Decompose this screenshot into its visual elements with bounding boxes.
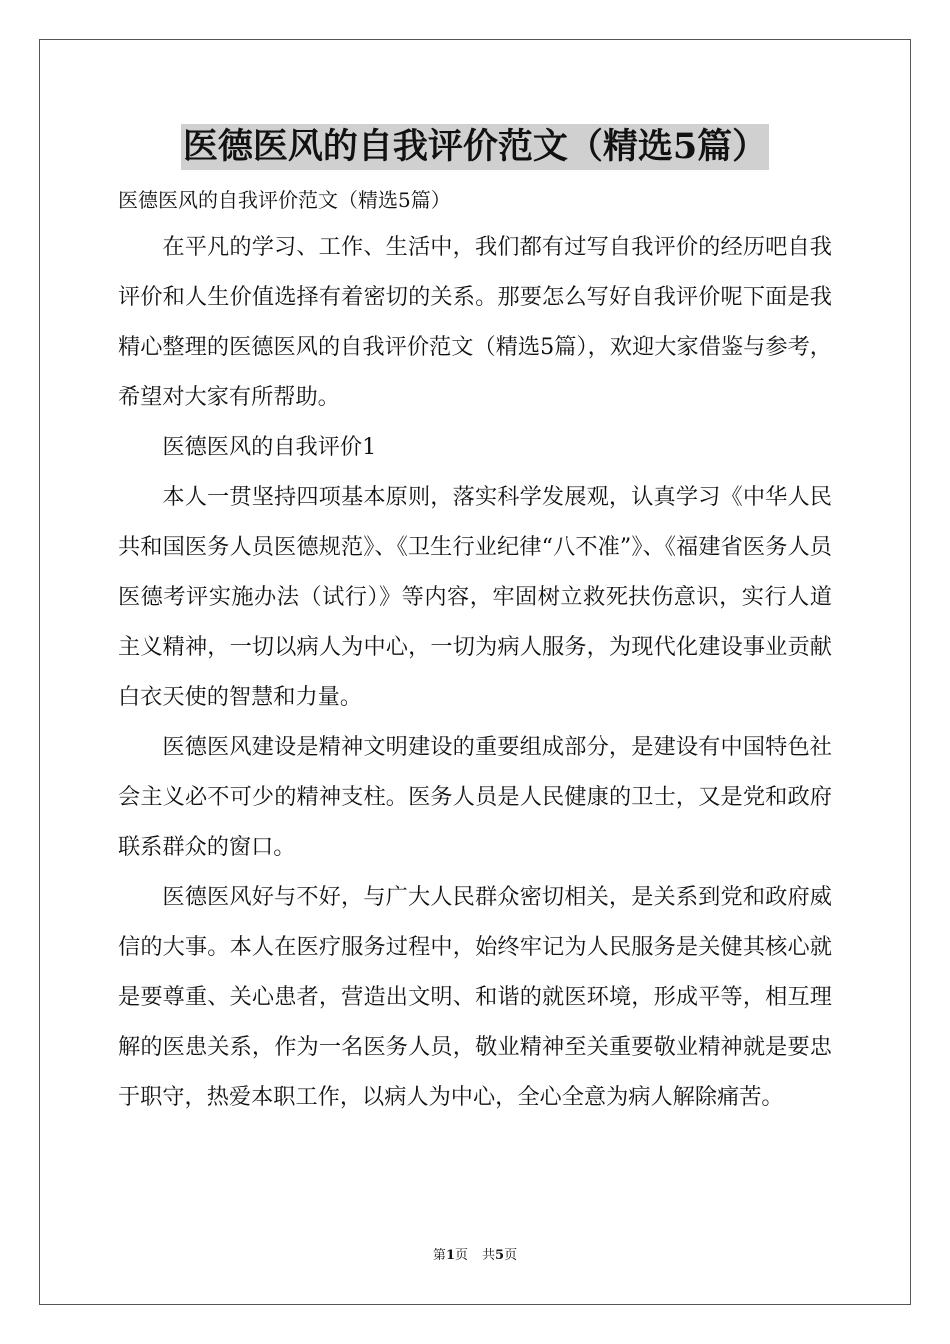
paragraph-intro: 在平凡的学习、工作、生活中，我们都有过写自我评价的经历吧自我评价和人生价值选择有着密切的关系。那要怎么写好自我评价呢下面是我精心整理的医德医风的自我评价范文（精选5篇），欢迎大家借鉴与参考，希望对大家有所帮助。 (118, 234, 832, 410)
document-body (118, 178, 832, 1122)
page-prefix: 第 (432, 1248, 446, 1263)
paragraph-body: 医德医风好与不好，与广大人民群众密切相关，是关系到党和政府威信的大事。本人在医疗服务过程中，始终牢记为人民服务是关健其核心就是要尊重、关心患者，营造出文明、和谐的就医环境，形成平等，相互理解的医患关系，作为一名医务人员，敬业精神至关重要敬业精神就是要忠于职守，热爱本职工作，以病人为中心，全心全意为病人解除痛苦。 (118, 884, 832, 1110)
paragraph-body: 医德医风建设是精神文明建设的重要组成部分，是建设有中国特色社会主义必不可少的精神支柱。医务人员是人民健康的卫士，又是党和政府联系群众的窗口。 (118, 734, 832, 860)
document-title: 医德医风的自我评价范文（精选5篇） (181, 124, 769, 170)
total-pages: 5 (495, 1248, 505, 1263)
page-suffix: 页 (454, 1248, 468, 1263)
page-footer (0, 1244, 950, 1263)
total-prefix: 共 (482, 1248, 496, 1263)
document-subtitle: 医德医风的自我评价范文（精选5篇） (118, 188, 451, 212)
title-container (0, 124, 950, 170)
section-heading: 医德医风的自我评价1 (162, 434, 377, 460)
page-number: 1 (445, 1248, 455, 1263)
total-suffix: 页 (504, 1248, 518, 1263)
paragraph-body: 本人一贯坚持四项基本原则，落实科学发展观，认真学习《中华人民共和国医务人员医德规范》、《卫生行业纪律“八不准”》、《福建省医务人员医德考评实施办法（试行）》等内容，牢固树立救死扶伤意识，实行人道主义精神，一切以病人为中心，一切为病人服务，为现代化建设事业贡献白衣天使的智慧和力量。 (118, 484, 832, 710)
